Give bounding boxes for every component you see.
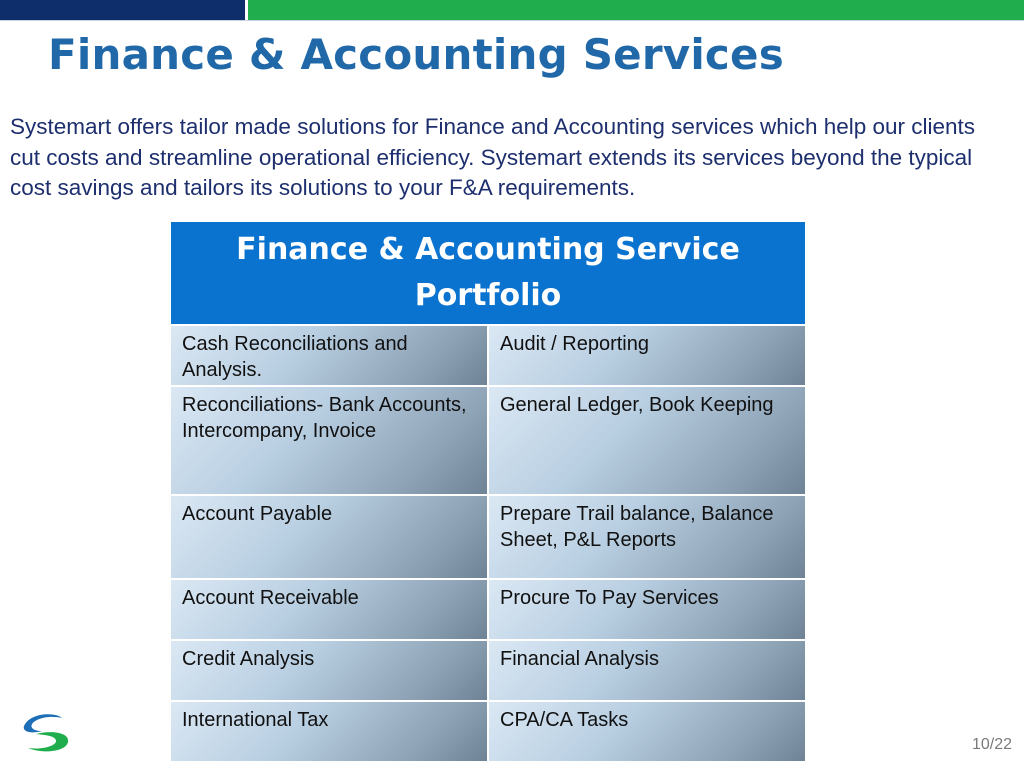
- table-cell: Audit / Reporting: [488, 325, 806, 386]
- table-cell: General Ledger, Book Keeping: [488, 386, 806, 495]
- portfolio-table: [170, 221, 806, 762]
- intro-paragraph: Systemart offers tailor made solutions for Finance and Accounting services which help our clients cut costs and streamline operational efficiency. Systemart extends its services beyond the typical cost savings and tailors its solutions to your F&A requirements.: [10, 114, 976, 200]
- table-cell: Cash Reconciliations and Analysis.: [170, 325, 488, 386]
- top-bar-divider: [0, 20, 1024, 21]
- top-bar-navy: [0, 0, 245, 20]
- table-cell: Credit Analysis: [170, 640, 488, 701]
- table-cell: CPA/CA Tasks: [488, 701, 806, 762]
- slide-title: Finance & Accounting Services: [48, 30, 784, 79]
- page-number: 10/22: [971, 736, 1012, 753]
- table-cell: Account Receivable: [170, 579, 488, 640]
- table-cell: Procure To Pay Services: [488, 579, 806, 640]
- table-cell: Reconciliations- Bank Accounts, Intercompany, Invoice: [170, 386, 488, 495]
- table-cell: Account Payable: [170, 495, 488, 579]
- table-cell: Financial Analysis: [488, 640, 806, 701]
- table-row: [170, 495, 806, 579]
- top-bar-green: [248, 0, 1024, 20]
- table-row: [170, 325, 806, 386]
- table-row: [170, 386, 806, 495]
- portfolio-table-header: Finance & Accounting Service Portfolio: [170, 221, 806, 325]
- table-cell: International Tax: [170, 701, 488, 762]
- table-row: [170, 640, 806, 701]
- table-row: [170, 701, 806, 762]
- company-logo-icon: [20, 710, 72, 754]
- table-cell: Prepare Trail balance, Balance Sheet, P&L Reports: [488, 495, 806, 579]
- table-row: [170, 579, 806, 640]
